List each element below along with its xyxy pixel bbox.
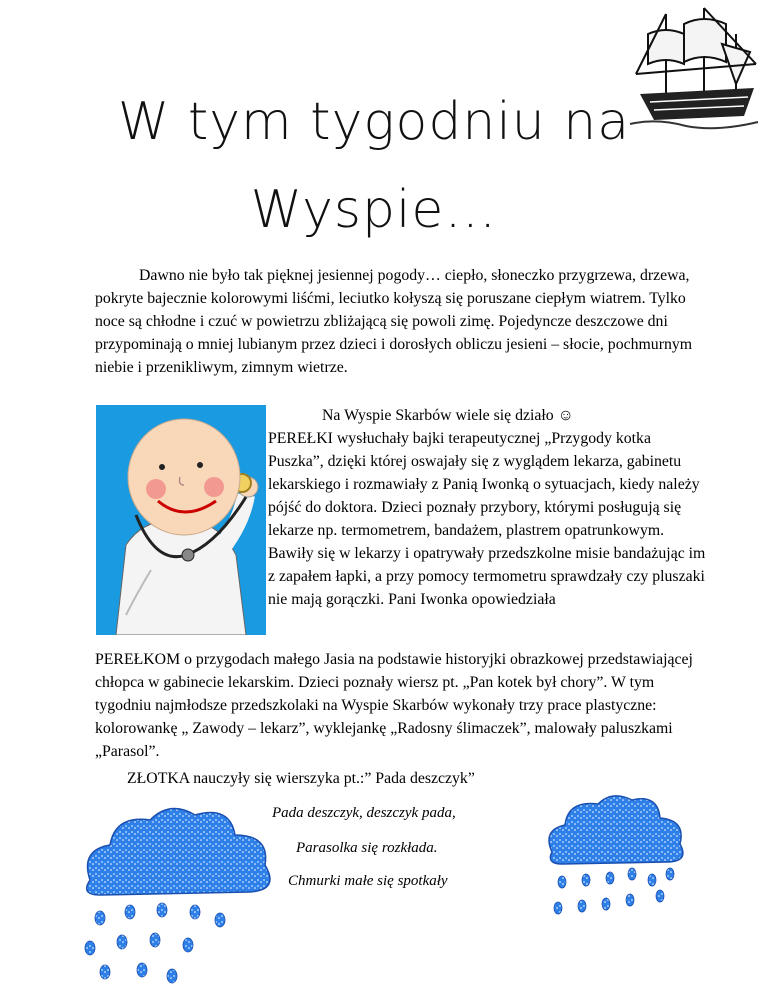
poem-line-1: Pada deszczyk, deszczyk pada, <box>272 805 456 821</box>
perelki-paragraph <box>268 404 708 611</box>
intro-paragraph: Dawno nie było tak pięknej jesiennej pogody… ciepło, słoneczko przygrzewa, drzewa, pokryte bajecznie kolorowymi liśćmi, leciutko kołyszą się poruszane ciepłym wiatrem. Tylko noce są chłodne i czuć w powietrzu zbliżającą się powoli zimę. Pojedyncze deszczowe dni przypominają o mniej lubianym przez dzieci i dorosłych obliczu jesieni – słocie, pochmurnym niebie i przenikliwym, zimnym wietrze. <box>95 267 693 376</box>
poem-line-3: Chmurki małe się spotkały <box>288 873 448 889</box>
page-title-line1: W tym tygodniu na <box>117 92 631 152</box>
poem-line-2: Parasolka się rozkłada. <box>296 840 438 856</box>
page-title-line2: Wyspie… <box>250 180 498 240</box>
perelki-continued-paragraph: PEREŁKOM o przygodach małego Jasia na podstawie historyjki obrazkowej przedstawiającej chłopca w gabinecie lekarskim. Dzieci poznały wiersz pt. „Pan kotek był chory”. W tym tygodniu najmłodsze przedszkolaki na Wyspie Skarbów wykonały trzy prace plastyczne: kolorowankę „ Zawody – lekarz”, wyklejankę „Radosny ślimaczek”, malowały paluszkami „Parasol”. <box>95 651 693 760</box>
zlotka-line: ZŁOTKA nauczyły się wierszyka pt.:” Pada deszczyk” <box>127 770 475 787</box>
rain-cloud-icon <box>70 800 290 990</box>
perelki-intro-line: Na Wyspie Skarbów wiele się działo ☺ <box>322 407 574 424</box>
perelki-body: PEREŁKI wysłuchały bajki terapeutycznej „Przygody kotka Puszka”, dzięki której oswajały się z wyglądem lekarza, gabinetu lekarskiego i rozmawiały z Panią Iwonką o sytuacjach, kiedy należy pójść do doktora. Dzieci poznały przybory, którymi posługują się lekarze np. termometrem, bandażem, plastrem opatrunkowym. Bawiły się w lekarzy i opatrywały przedszkolne misie bandażując im z zapałem łapki, a przy pomocy termometru sprawdzały czy pluszaki nie mają gorączki. Pani Iwonka opowiedziała <box>268 430 706 608</box>
doctor-illustration <box>96 405 266 635</box>
rain-cloud-icon <box>540 790 690 930</box>
